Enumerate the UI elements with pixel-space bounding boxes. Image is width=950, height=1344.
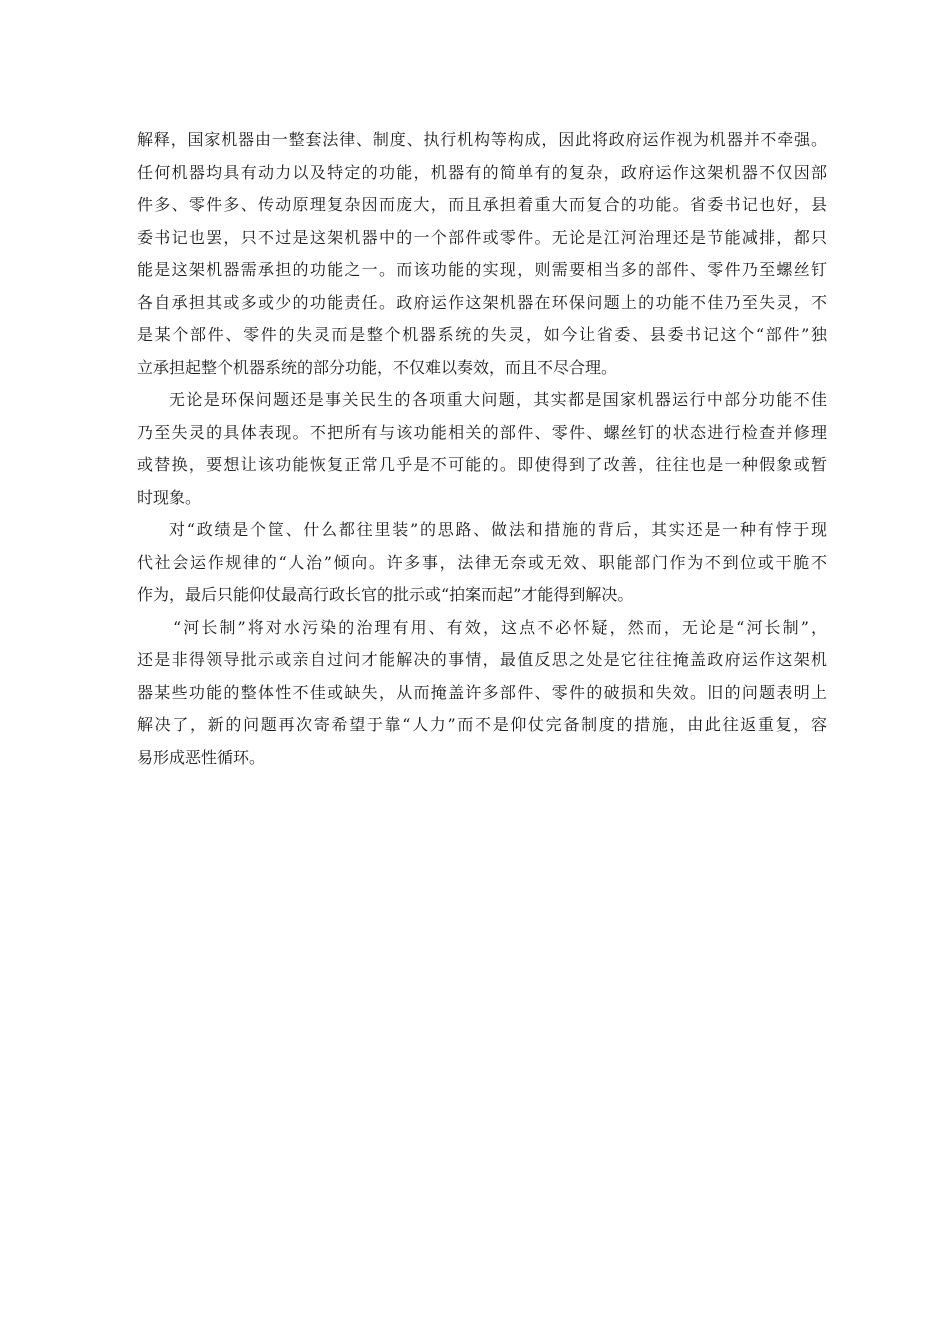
document-body	[137, 124, 827, 774]
paragraph-4	[137, 612, 827, 775]
paragraph-2	[137, 384, 827, 514]
text-line: 易形成恶性循环。	[137, 747, 266, 767]
paragraph-3	[137, 514, 827, 612]
text-line: 委书记也罢，只不过是这架机器中的一个部件或零件。无论是江河治理还是节能减排，都只	[137, 227, 827, 247]
text-line: 乃至失灵的具体表现。不把所有与该功能相关的部件、零件、螺丝钉的状态进行检查并修理	[137, 422, 827, 442]
paragraph-1	[137, 124, 827, 384]
text-line: 立承担起整个机器系统的部分功能，不仅难以奏效，而且不尽合理。	[137, 357, 618, 377]
text-line: 代社会运作规律的“人治”倾向。许多事，法律无奈或无效、职能部门作为不到位或干脆不	[137, 552, 827, 572]
text-line: 对“政绩是个筐、什么都往里装”的思路、做法和措施的背后，其实还是一种有悖于现	[169, 520, 827, 539]
text-line: “河长制”将对水污染的治理有用、有效，这点不必怀疑，然而，无论是“河长制”，	[173, 617, 827, 637]
text-line: 器某些功能的整体性不佳或缺失，从而掩盖许多部件、零件的破损和失效。旧的问题表明上	[137, 682, 827, 702]
text-line: 能是这架机器需承担的功能之一。而该功能的实现，则需要相当多的部件、零件乃至螺丝钉	[137, 260, 827, 279]
text-line: 还是非得领导批示或亲自过问才能解决的事情，最值反思之处是它往往掩盖政府运作这架机	[137, 650, 827, 669]
text-line: 或替换，要想让该功能恢复正常几乎是不可能的。即使得到了改善，往往也是一种假象或暂	[137, 455, 827, 474]
text-line: 件多、零件多、传动原理复杂因而庞大，而且承担着重大而复合的功能。省委书记也好，县	[137, 195, 827, 214]
text-line: 解决了，新的问题再次寄希望于靠“人力”而不是仰仗完备制度的措施，由此往返重复，容	[137, 715, 827, 734]
text-line: 时现象。	[137, 487, 202, 507]
text-line: 解释，国家机器由一整套法律、制度、执行机构等构成，因此将政府运作视为机器并不牵强。	[137, 130, 827, 149]
text-line: 各自承担其或多或少的功能责任。政府运作这架机器在环保问题上的功能不佳乃至失灵，不	[137, 292, 827, 312]
text-line: 无论是环保问题还是事关民生的各项重大问题，其实都是国家机器运行中部分功能不佳	[169, 390, 827, 409]
text-line: 任何机器均具有动力以及特定的功能，机器有的简单有的复杂，政府运作这架机器不仅因部	[137, 162, 827, 182]
text-line: 作为，最后只能仰仗最高行政长官的批示或“拍案而起”才能得到解决。	[137, 585, 634, 604]
text-line: 是某个部件、零件的失灵而是整个机器系统的失灵，如今让省委、县委书记这个“部件”独	[137, 325, 827, 344]
